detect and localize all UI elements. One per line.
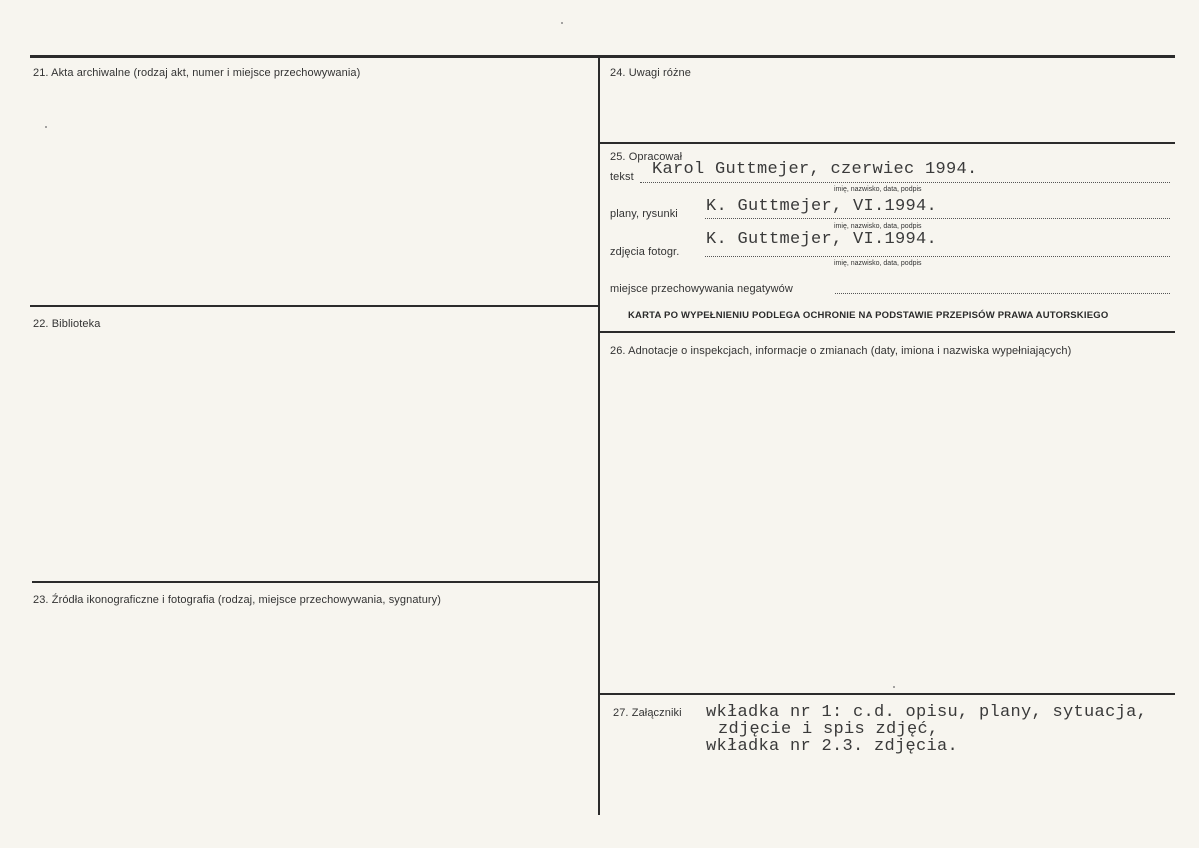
- section-22-label: 22. Biblioteka: [33, 318, 101, 330]
- paper-speck: [893, 686, 895, 688]
- photos-label: zdjęcia fotogr.: [610, 246, 680, 258]
- author-text-caption: imię, nazwisko, data, podpis: [834, 186, 922, 193]
- section-24-label: 24. Uwagi różne: [610, 67, 691, 79]
- paper-speck: [45, 126, 47, 128]
- paper-speck: [561, 22, 563, 24]
- attachments-line-2: zdjęcie i spis zdjęć,: [718, 720, 939, 739]
- attachments-line-3: wkładka nr 2.3. zdjęcia.: [706, 737, 959, 756]
- attachments-line-1: wkładka nr 1: c.d. opisu, plany, sytuacja,: [706, 703, 1148, 722]
- author-text-value: Karol Guttmejer, czerwiec 1994.: [652, 160, 978, 179]
- rule-22-23: [32, 581, 599, 583]
- author-text-line: [640, 182, 1170, 183]
- rule-21-22: [30, 305, 599, 307]
- plans-label: plany, rysunki: [610, 208, 678, 220]
- plans-line: [705, 218, 1170, 219]
- photos-value: K. Guttmejer, VI.1994.: [706, 230, 938, 249]
- center-divider: [598, 55, 600, 815]
- top-rule: [30, 55, 1175, 58]
- rule-26-27: [600, 693, 1175, 695]
- section-26-label: 26. Adnotacje o inspekcjach, informacje o zmianach (daty, imiona i nazwiska wypełniających): [610, 345, 1072, 357]
- plans-value: K. Guttmejer, VI.1994.: [706, 197, 938, 216]
- copyright-notice: KARTA PO WYPEŁNIENIU PODLEGA OCHRONIE NA PODSTAWIE PRZEPISÓW PRAWA AUTORSKIEGO: [628, 310, 1109, 321]
- section-21-label: 21. Akta archiwalne (rodzaj akt, numer i miejsce przechowywania): [33, 67, 361, 79]
- section-27-label: 27. Załączniki: [613, 707, 682, 719]
- section-23-label: 23. Źródła ikonograficzne i fotografia (rodzaj, miejsce przechowywania, sygnatury): [33, 594, 442, 606]
- photos-line: [705, 256, 1170, 257]
- negatives-line: [835, 293, 1170, 294]
- rule-25-26: [599, 331, 1175, 333]
- section-25-label: 25. Opracował: [610, 151, 683, 163]
- negatives-label: miejsce przechowywania negatywów: [610, 283, 793, 295]
- rule-24-25: [599, 142, 1175, 144]
- plans-caption: imię, nazwisko, data, podpis: [834, 223, 922, 230]
- photos-caption: imię, nazwisko, data, podpis: [834, 260, 922, 267]
- author-text-label: tekst: [610, 171, 634, 183]
